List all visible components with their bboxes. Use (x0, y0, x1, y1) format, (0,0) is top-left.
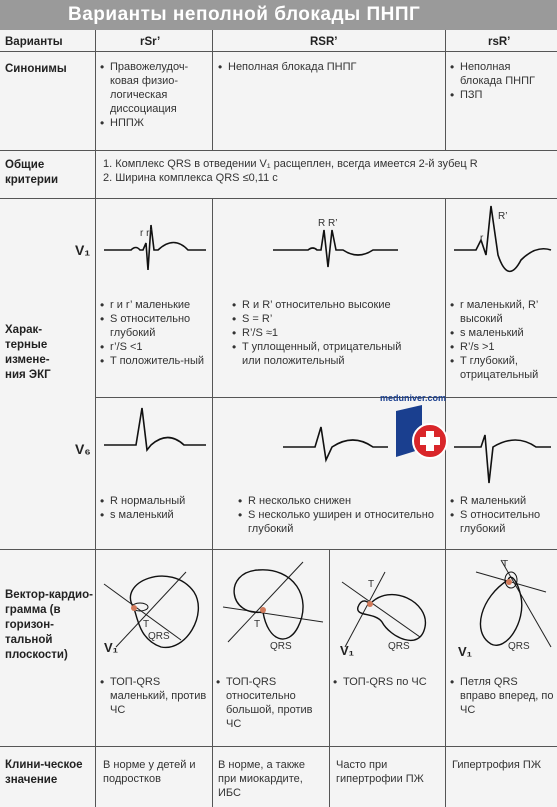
grid-line (0, 150, 557, 151)
vcg-c3-text (333, 675, 443, 689)
vcg-c4-text (450, 675, 556, 717)
list-item: • s маленький (450, 326, 556, 340)
list-item: • ТОП-QRS по ЧС (333, 675, 443, 689)
v1-c3-list (450, 298, 556, 382)
clinical-c3: Часто при гипертрофии ПЖ (336, 759, 424, 785)
list-item: • R нормальный (100, 494, 212, 508)
vcg-c2-text (216, 675, 326, 731)
vcg-label: Вектор-кардио-грамма (в горизон-тальной плоскости) (5, 589, 93, 661)
list-item: • T уплощенный, отрицательный или положительный (232, 340, 422, 368)
grid-line (96, 397, 557, 398)
list-item: • R’/S ≈1 (232, 326, 422, 340)
vcg-t-label: T (502, 559, 509, 570)
list-item: • S несколько уширен и относительно глубокий (238, 508, 438, 536)
vcg-t-label: T (368, 579, 375, 590)
list-item: • S = R’ (232, 312, 422, 326)
general-criteria (103, 157, 553, 185)
list-item: • T положитель-ный (100, 354, 212, 368)
v6-c3-list (450, 494, 556, 536)
list-item: • ТОП-QRS маленький, против ЧС (100, 675, 210, 717)
ecg-label: Харак-терные измене-ния ЭКГ (5, 324, 51, 381)
v1-c1-list (100, 298, 212, 368)
general-label: Общие критерии (5, 159, 59, 186)
list-item: • r и r’ маленькие (100, 298, 212, 312)
synonyms-label: Синонимы (5, 63, 67, 75)
list-item: • Неполная блокада ПНПГ (218, 60, 438, 74)
header-rsr-big: rsR’ (488, 36, 511, 48)
ecg-v6-rsr-big (446, 405, 557, 485)
synonyms-c3 (450, 60, 554, 102)
vcg-lead-label: V₁ (340, 643, 355, 658)
vcg-qrs-label: QRS (270, 641, 292, 652)
criterion-2: 2. Ширина комплекса QRS ≤0,11 с (103, 172, 278, 184)
grid-line (212, 30, 213, 150)
grid-line (0, 746, 557, 747)
vcg-qrs-label: QRS (508, 641, 530, 652)
watermark: meduniver.com (380, 393, 447, 403)
grid-line (0, 549, 557, 550)
list-item: • S относительно глубокий (100, 312, 212, 340)
grid-line (0, 51, 557, 52)
ecg-v6-rsr-mid (213, 405, 445, 485)
list-item: • ТОП-QRS относительно большой, против ЧС (216, 675, 326, 731)
list-item: • R маленький (450, 494, 556, 508)
vcg-qrs-label: QRS (148, 631, 170, 642)
grid-line (445, 30, 446, 150)
wave-label-rr: r r’ (140, 228, 153, 239)
list-item: • R и R’ относительно высокие (232, 298, 422, 312)
list-item: • Петля QRS вправо вперед, по ЧС (450, 675, 556, 717)
v1-c2-list (232, 298, 422, 368)
vcg-lead-label: V₁ (104, 640, 119, 655)
criterion-1: 1. Комплекс QRS в отведении V₁ расщеплен, всегда имеется 2-й зубец R (103, 158, 478, 170)
v6-c2-list (238, 494, 438, 536)
ecg-v1-rsr-small (96, 205, 212, 285)
clinical-label: Клини-ческое значение (5, 759, 83, 786)
list-item: • T глубокий, отрицательный (450, 354, 556, 382)
header-variants: Варианты (5, 36, 63, 48)
list-item: • s маленький (100, 508, 212, 522)
header-rsr-mid: RSR’ (310, 36, 338, 48)
vcg-t-label: T (254, 619, 261, 630)
ecg-v6-rsr-small (96, 405, 212, 485)
lead-v1-label: V₁ (75, 242, 91, 258)
synonyms-c1 (100, 60, 208, 130)
list-item: • Неполная блокада ПНПГ (450, 60, 554, 88)
grid-line (0, 198, 557, 199)
clinical-c2: В норме, а также при миокардите, ИБС (218, 759, 305, 799)
list-item: • R’/s >1 (450, 340, 556, 354)
vcg-c1-text (100, 675, 210, 717)
page-title: Варианты неполной блокады ПНПГ (0, 0, 557, 30)
synonyms-c2 (218, 60, 438, 74)
vcg-qrs-label: QRS (388, 641, 410, 652)
list-item: • НППЖ (100, 116, 208, 130)
list-item: • R несколько снижен (238, 494, 438, 508)
list-item: • r маленький, R’ высокий (450, 298, 556, 326)
v6-c1-list (100, 494, 212, 522)
list-item: • S относительно глубокий (450, 508, 556, 536)
clinical-c4: Гипертрофия ПЖ (452, 759, 541, 771)
wave-label-R: R’ (498, 211, 508, 222)
list-item: • Правожелудоч-ковая физио-логическая диссоциация (100, 60, 208, 116)
list-item: • ПЗП (450, 88, 554, 102)
vcg-t-label: T (143, 619, 150, 630)
wave-label-r: r (480, 233, 484, 244)
clinical-c1: В норме у детей и подростков (103, 759, 196, 785)
wave-label-RR: R R’ (318, 218, 338, 229)
vcg-lead-label: V₁ (458, 644, 473, 659)
header-rsr-small: rSr’ (140, 36, 161, 48)
list-item: • r’/S <1 (100, 340, 212, 354)
lead-v6-label: V₆ (75, 441, 91, 457)
